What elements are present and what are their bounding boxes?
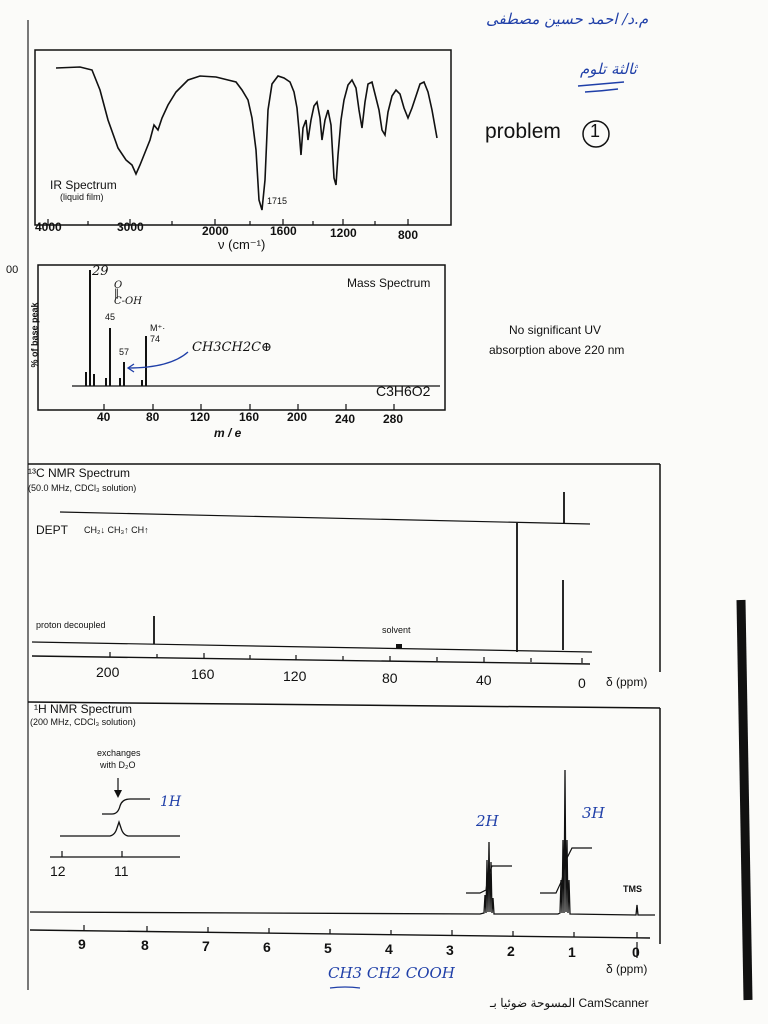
ms-peak-29: 29	[92, 264, 109, 279]
ms-tick-280: 280	[383, 412, 404, 426]
ms-ytick-0: 00	[6, 264, 19, 276]
integral-label-3h: 3H	[582, 804, 605, 822]
h1-tick-8: 8	[141, 937, 149, 953]
h1-tick-1: 1	[568, 944, 576, 960]
ms-ylabel: % of base peak	[29, 302, 40, 368]
c13-tick-160: 160	[191, 666, 215, 682]
problem-number: 1	[590, 121, 601, 141]
inset-tick-12-label: 12	[50, 863, 66, 879]
camscanner-footer: المسوحة ضوئيا بـ CamScanner	[490, 996, 649, 1010]
note-underline	[578, 82, 624, 86]
h1-tick-0: 0	[632, 944, 640, 960]
ms-tick-80: 80	[146, 410, 160, 424]
ms-tick-240: 240	[335, 412, 356, 426]
ir-tick-1200: 1200	[330, 226, 357, 240]
proton-decoupled-label: proton decoupled	[36, 620, 106, 630]
h1-title: ¹H NMR Spectrum	[34, 702, 133, 716]
ir-tick-3000: 3000	[117, 220, 144, 234]
ms-peak-m: M⁺· 74	[150, 323, 166, 344]
note-underline-2	[585, 89, 618, 92]
scan-shadow	[741, 600, 748, 1000]
ms-xlabel: m / e	[214, 426, 242, 440]
c13-tick-200: 200	[96, 664, 120, 680]
inset-oh-peak	[60, 822, 180, 836]
ir-title: IR Spectrum	[50, 178, 117, 192]
h1-tick-2: 2	[507, 943, 515, 959]
exchange-label-2: with D₂O	[100, 760, 136, 770]
ms-peak-45: 45	[105, 312, 116, 322]
ms-title: Mass Spectrum	[347, 276, 431, 290]
problem-label: problem	[485, 120, 561, 143]
ir-peak-label: 1715	[267, 196, 288, 206]
ir-tick-800: 800	[398, 228, 419, 242]
h1-axis-unit: δ (ppm)	[606, 962, 648, 976]
c13-title: ¹³C NMR Spectrum	[28, 466, 131, 480]
ms-tick-40: 40	[97, 410, 111, 424]
c13-tick-0: 0	[578, 675, 586, 691]
h1-axis	[30, 930, 650, 938]
ir-tick-4000: 4000	[35, 220, 62, 234]
c13-tick-80: 80	[382, 670, 398, 686]
uv-note-line1: No significant UV	[509, 323, 602, 337]
uv-note-line2: absorption above 220 nm	[489, 343, 625, 357]
tms-label: TMS	[623, 884, 642, 894]
c13-axis	[32, 656, 590, 664]
h1-spectrum-trace	[30, 770, 655, 915]
h1-tick-7: 7	[202, 938, 210, 954]
ms-tick-160: 160	[239, 410, 260, 424]
dept-legend: CH₂↓ CH₃↑ CH↑	[84, 525, 149, 535]
ir-subtitle: (liquid film)	[60, 192, 104, 202]
h1-subtitle: (200 MHz, CDCl₃ solution)	[30, 717, 136, 727]
ms-fragment-annotation: CH3CH2C⊕	[192, 340, 272, 355]
answer-formula: CH3 CH2 COOH	[328, 964, 455, 982]
inset-tick-11-label: 11	[114, 863, 129, 879]
c13-solvent-peak	[396, 644, 402, 649]
dept-baseline	[60, 512, 590, 524]
h1-tick-6: 6	[263, 939, 271, 955]
ir-tick-1600: 1600	[270, 224, 297, 238]
ir-xlabel: ν (cm⁻¹)	[218, 237, 266, 252]
c13-baseline	[32, 642, 592, 652]
ms-formula: C3H6O2	[376, 383, 431, 399]
ms-peak-57: 57	[119, 347, 130, 357]
c13-axis-unit: δ (ppm)	[606, 675, 648, 689]
h1-tick-5: 5	[324, 940, 332, 956]
h1-tick-3: 3	[446, 942, 454, 958]
ir-tick-2000: 2000	[202, 224, 229, 238]
solvent-label: solvent	[382, 625, 411, 635]
ms-tick-120: 120	[190, 410, 211, 424]
exchange-arrow-head	[114, 790, 122, 798]
arabic-note: م.د/ احمد حسين مصطفى	[486, 10, 649, 28]
integral-label-2h: 2H	[476, 812, 499, 830]
answer-underline	[330, 987, 360, 988]
exchange-label: exchanges	[97, 748, 141, 758]
integral-label-1h: 1H	[160, 794, 182, 810]
arabic-note-2: ثالثة تلوم	[580, 60, 637, 78]
h1-tick-4: 4	[385, 941, 393, 957]
ms-cooh-annotation: O ‖ C-OH	[114, 280, 142, 307]
c13-tick-40: 40	[476, 672, 492, 688]
h1-tick-9: 9	[78, 936, 86, 952]
ms-fragment-arrow	[128, 352, 188, 368]
c13-tick-120: 120	[283, 668, 307, 684]
inset-integral	[102, 799, 150, 814]
dept-label: DEPT	[36, 523, 69, 537]
ms-tick-200: 200	[287, 410, 308, 424]
c13-subtitle: (50.0 MHz, CDCl₃ solution)	[28, 483, 137, 493]
